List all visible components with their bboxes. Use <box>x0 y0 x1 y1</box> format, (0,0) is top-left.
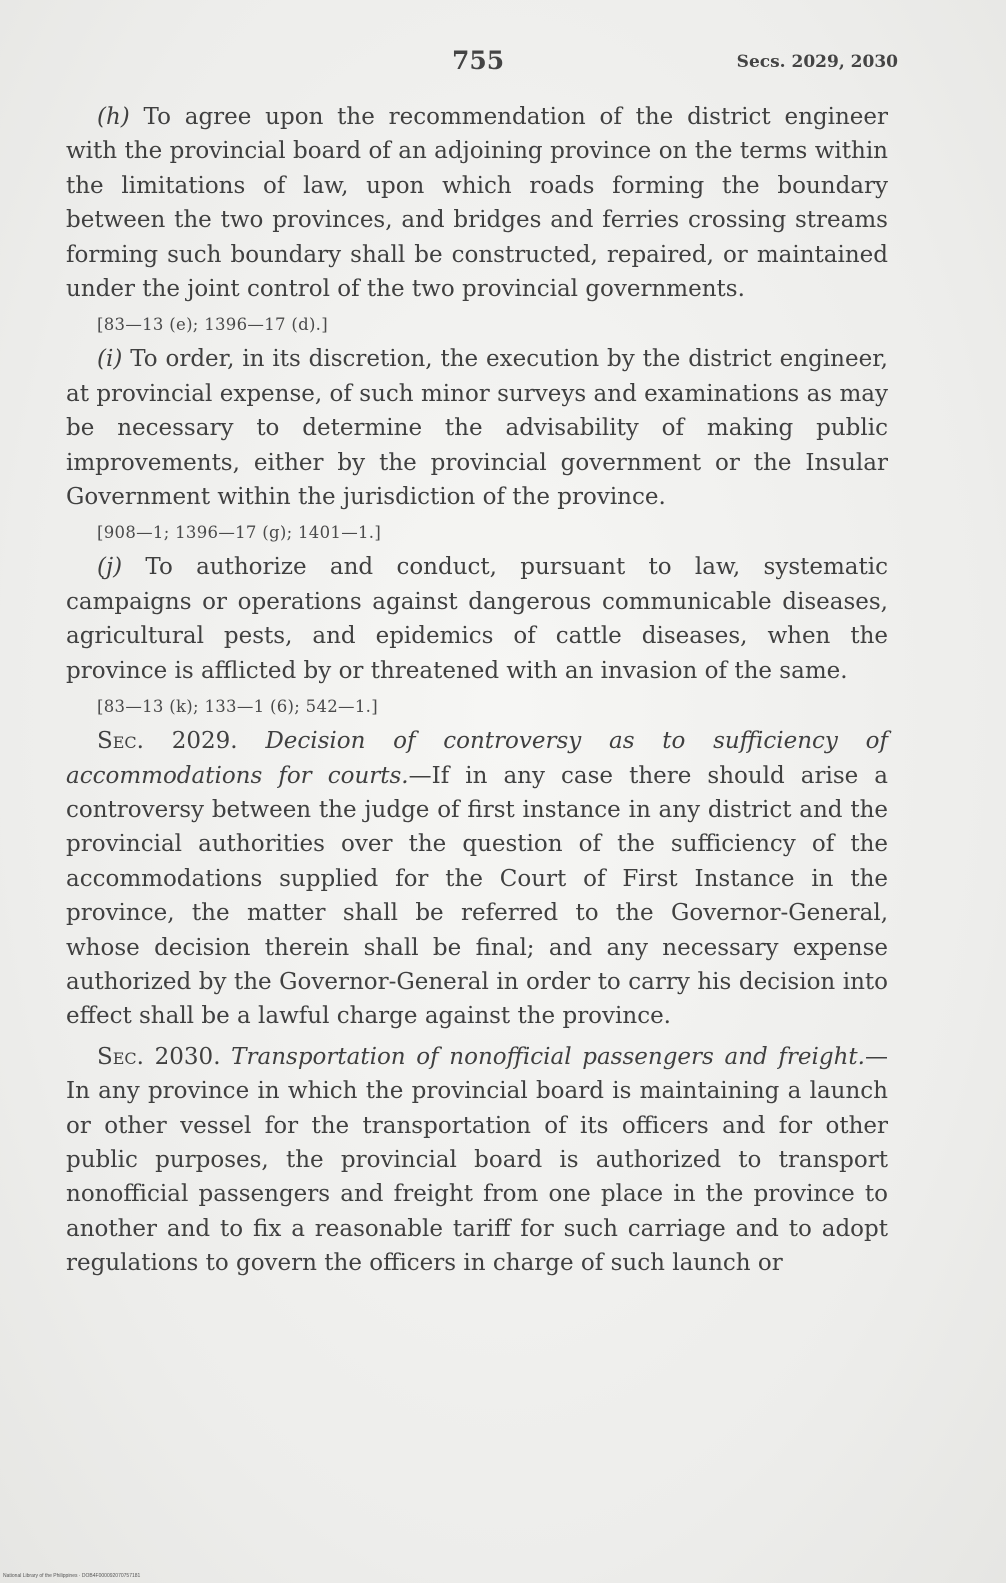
paragraph-text: To agree upon the recommendation of the district engineer with the provincial board of an adjoining province on the terms within the limitations of law, upon which roads forming the boundary between the two provinces, and bridges and ferries crossing streams forming such boundary shall be constructed, repaired, or maintained under the joint control of the two provincial governments. <box>66 104 888 303</box>
section-label: Sec. 2029. <box>97 728 238 755</box>
citation-j: [83—13 (k); 133—1 (6); 542—1.] <box>97 697 378 717</box>
page-number: 755 <box>452 46 505 75</box>
section-text: —In any province in which the provincial board is maintaining a launch or other vessel for the transportation of its officers and for other public purposes, the provincial board is authorized to transport nonofficial passengers and freight from one place in the province to another and to fix a reasonable tariff for such carriage and to adopt regulations to govern the officers in charge of such launch or <box>66 1043 888 1277</box>
page-body <box>66 100 888 1281</box>
section-2029 <box>66 724 888 1034</box>
section-title: Transportation of nonofficial passengers and freight. <box>220 1043 865 1070</box>
paragraph-i <box>66 342 888 514</box>
section-2030 <box>66 1040 888 1281</box>
paragraph-j <box>66 550 888 688</box>
section-title: Decision of controversy as to sufficiency of accommodations for courts. <box>66 728 888 789</box>
section-label: Sec. 2030. <box>97 1043 221 1070</box>
paragraph-label: (j) <box>97 554 123 581</box>
paragraph-label: (h) <box>97 104 130 130</box>
citation-i: [908—1; 1396—17 (g); 1401—1.] <box>97 523 382 543</box>
page-header <box>0 46 1006 86</box>
paragraph-text: To order, in its discretion, the execution by the district engineer, at provincial expense, of such minor surveys and examinations as may be necessary to determine the advisability of making public improvements, either by the provincial government or the Insular Government within the jurisdiction of the province. <box>66 346 888 511</box>
citation-h: [83—13 (e); 1396—17 (d).] <box>97 315 328 335</box>
paragraph-text: To authorize and conduct, pursuant to law, systematic campaigns or operations against dangerous communicable diseases, agricultural pests, and epidemics of cattle diseases, when the province is afflicted by or threatened with an invasion of the same. <box>66 554 888 684</box>
section-text: —If in any case there should arise a controversy between the judge of first instance in any district and the provincial authorities over the question of the sufficiency of the accommodations supplied for the Court of First Instance in the province, the matter shall be referred to the Governor-General, whose decision therein shall be final; and any necessary expense authorized by the Governor-General in order to carry his decision into effect shall be a lawful charge against the province. <box>66 762 889 1030</box>
paragraph-label: (i) <box>97 346 123 373</box>
scan-footer: National Library of the Philippines · DOB4F000092070757181 <box>3 1573 141 1579</box>
paragraph-h <box>66 100 888 306</box>
section-reference: Secs. 2029, 2030 <box>736 52 898 72</box>
